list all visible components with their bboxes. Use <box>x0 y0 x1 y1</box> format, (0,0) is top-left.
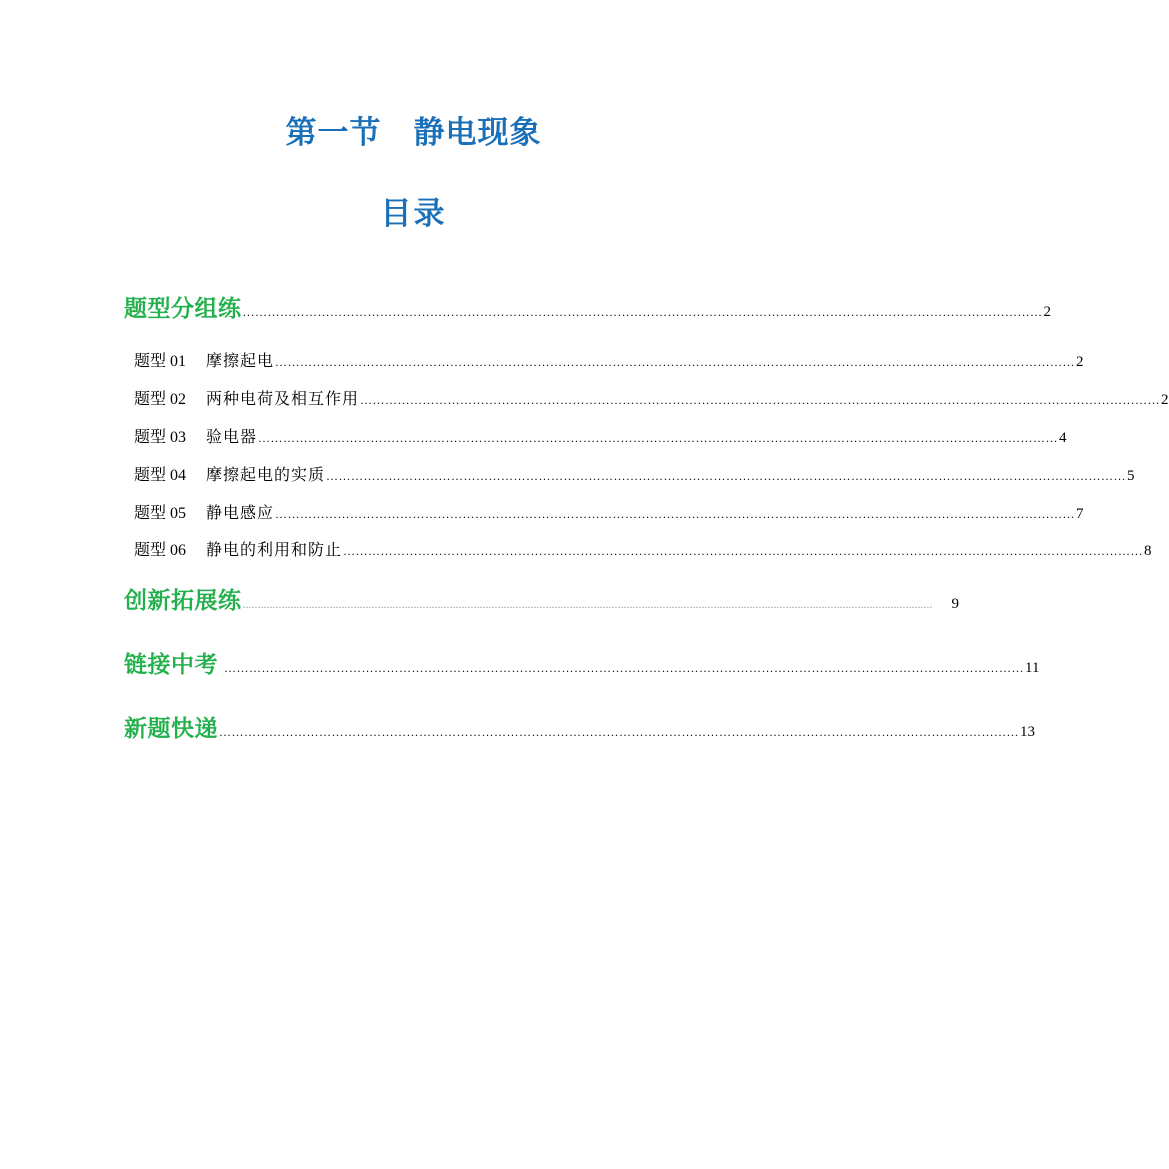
chapter-title <box>0 107 827 152</box>
toc-subitem-04[interactable] <box>134 462 1135 485</box>
toc-subitem-name: 两种电荷及相互作用 <box>206 391 360 408</box>
toc-subitem-label <box>134 424 257 447</box>
toc-subitem-03[interactable] <box>134 424 1067 447</box>
toc-leader-dots: ………………………………………………………………………………………………………………………………………………………………………… <box>275 355 1076 369</box>
toc-leader-dots: ………………………………………………………………………………………………………………………………………………………………………… <box>224 661 1024 675</box>
toc-subitem-prefix: 题型 02 <box>134 391 187 408</box>
toc-subitem-prefix: 题型 05 <box>134 505 187 522</box>
chapter-name: 静电现象 <box>413 115 542 151</box>
toc-leader-dots: ………………………………………………………………………………………………………………………………………………………………………… <box>242 305 1043 319</box>
toc-leader-dots: ………………………………………………………………………………………………………………………………………………………………………… <box>360 393 1161 407</box>
toc-subitem-02[interactable] <box>134 386 1169 409</box>
toc-heading: 目录 <box>380 196 447 232</box>
toc-page-number: 2 <box>1076 354 1084 370</box>
toc-section-label: 链接中考 <box>124 652 218 678</box>
chapter-number: 第一节 <box>285 115 382 151</box>
toc-page-number: 2 <box>1161 392 1169 408</box>
toc-page-number: 4 <box>1059 430 1067 446</box>
toc-page-number: 9 <box>951 596 959 612</box>
toc-subitem-prefix: 题型 06 <box>134 542 187 559</box>
toc-subitem-06[interactable] <box>134 537 1152 560</box>
toc-section-label: 题型分组练 <box>124 296 242 322</box>
toc-subitem-name: 摩擦起电 <box>206 353 275 370</box>
toc-subitem-prefix: 题型 03 <box>134 429 187 446</box>
toc-page-number: 8 <box>1144 543 1152 559</box>
toc-section-label: 新题快递 <box>124 716 218 742</box>
toc-page-number: 2 <box>1043 304 1051 320</box>
toc-leader-dots: ………………………………………………………………………………………………………………………………………………………………………… <box>258 431 1059 445</box>
toc-section-exam-link[interactable] <box>124 646 1040 679</box>
toc-leader-dots: ………………………………………………………………………………………………………………………………………………………………………… <box>343 544 1144 558</box>
toc-subitem-name: 验电器 <box>206 429 258 446</box>
toc-page-number: 7 <box>1076 506 1084 522</box>
toc-subitem-label <box>134 386 359 409</box>
toc-subitem-prefix: 题型 01 <box>134 353 187 370</box>
toc-subitem-01[interactable] <box>134 348 1084 371</box>
toc-section-innovation-practice[interactable] <box>124 582 959 615</box>
toc-page-number: 13 <box>1020 724 1035 740</box>
toc-page-number: 5 <box>1127 468 1135 484</box>
toc-page-number: 11 <box>1025 660 1040 676</box>
toc-section-new-questions[interactable] <box>124 710 1035 743</box>
toc-subitem-label <box>134 500 274 523</box>
toc-leader-dots: ………………………………………………………………………………………………………………………………………………………………………… <box>326 469 1127 483</box>
toc-subitem-label <box>134 462 325 485</box>
toc-subitem-name: 摩擦起电的实质 <box>206 467 326 484</box>
toc-leader-dots: ………………………………………………………………………………………………………………………………………………………………………… <box>275 507 1076 521</box>
toc-leader-dots: ………………………………………………………………………………………………………………………………………………………………………… <box>219 725 1019 739</box>
toc-subitem-label <box>134 537 342 560</box>
toc-leader-dots: ...................................................................................................................................................................................................................................... <box>242 597 933 611</box>
toc-section-label: 创新拓展练 <box>124 588 242 614</box>
toc-subitem-label <box>134 348 274 371</box>
toc-section-group-practice[interactable] <box>124 290 1051 323</box>
toc-subitem-05[interactable] <box>134 500 1084 523</box>
toc-subitem-prefix: 题型 04 <box>134 467 187 484</box>
toc-subitem-name: 静电感应 <box>206 505 275 522</box>
toc-subitem-name: 静电的利用和防止 <box>206 542 343 559</box>
